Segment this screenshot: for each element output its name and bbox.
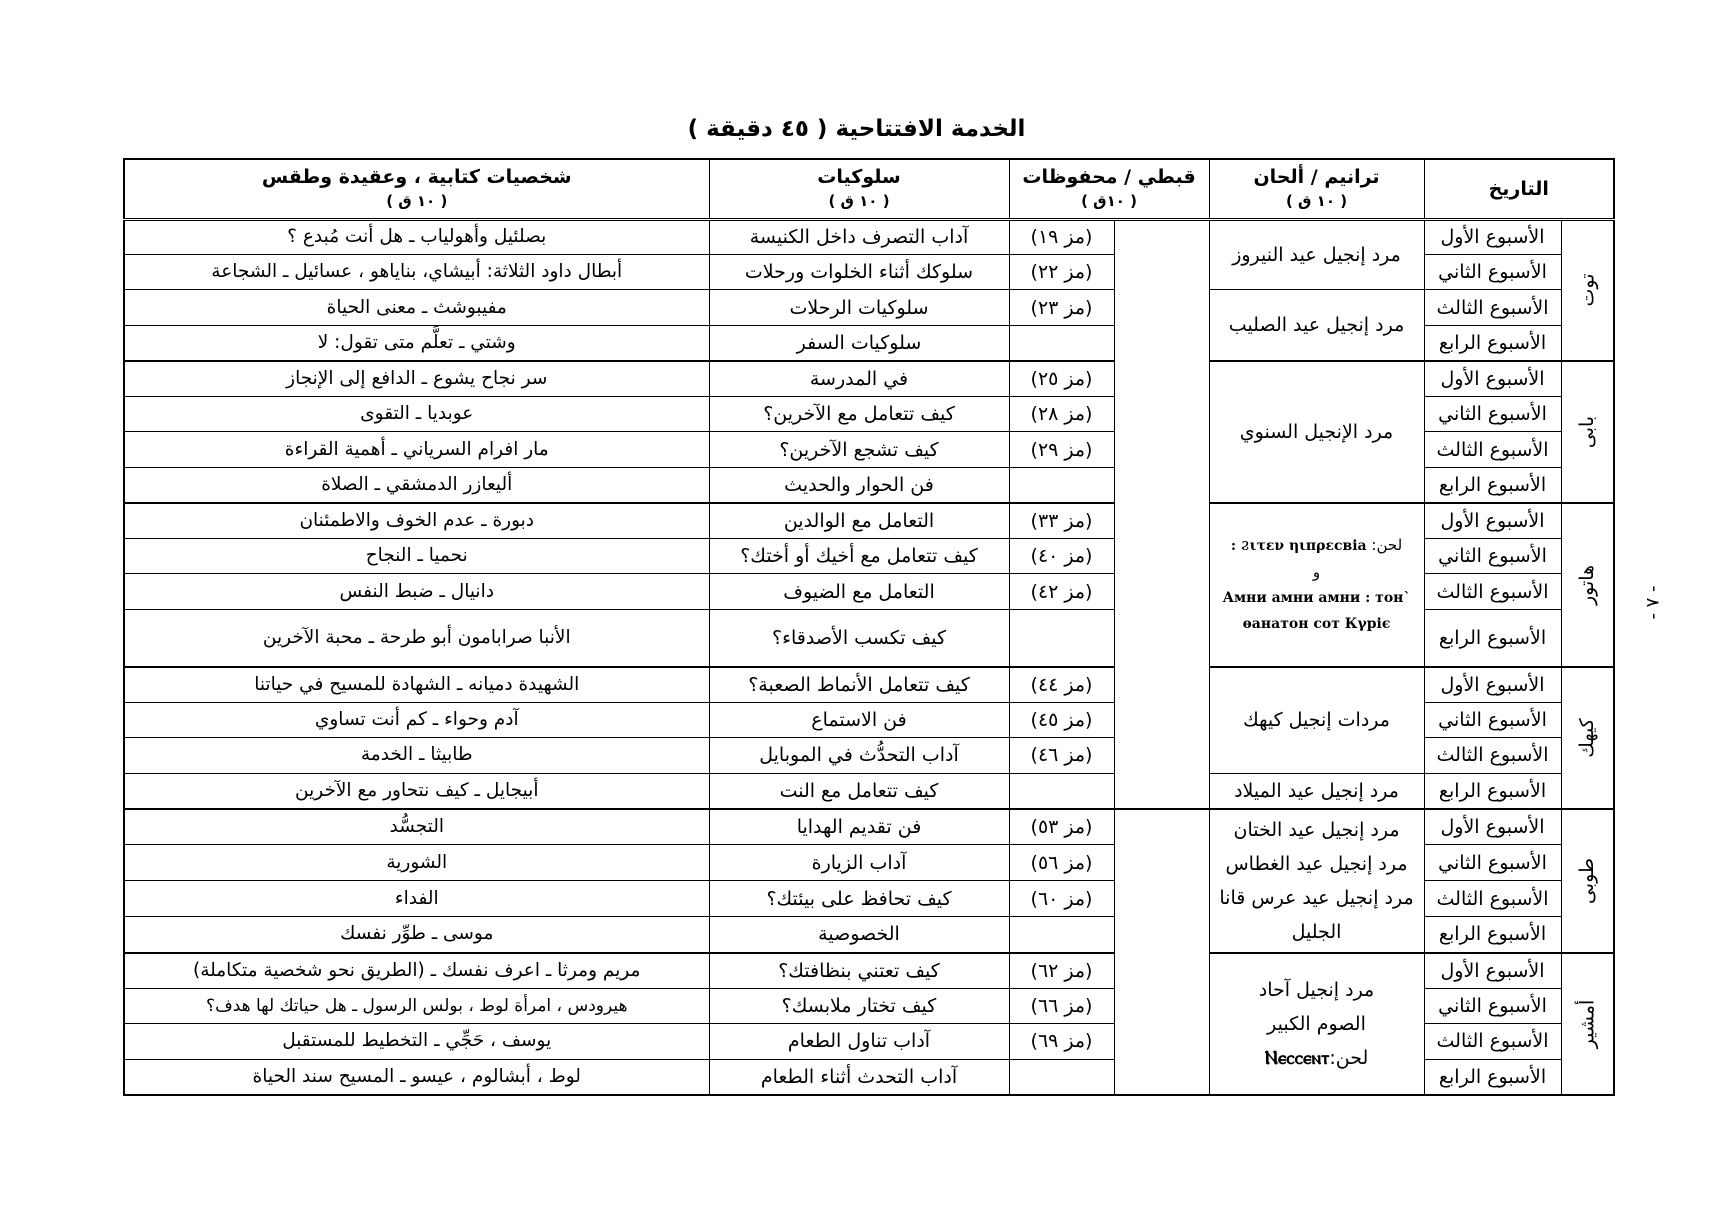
table-row [124,290,1614,325]
hymn-cell-coptic: لحن: Ϩιτεν ηιπρεсвіа : و `Амни амни амни : тон ѳанатон сот Кγріє [1209,503,1424,667]
character-cell: أبيجايل ـ كيف نتحاور مع الآخرين [124,773,709,808]
week-cell: الأسبوع الأول [1424,809,1561,845]
psalm-cell: (مز ٢٨) [1009,396,1114,431]
character-cell: الأنبا صرابامون أبو طرحة ـ محبة الآخرين [124,609,709,666]
week-cell: الأسبوع الأول [1424,953,1561,988]
header-date: التاريخ [1424,159,1614,219]
behavior-cell: آداب التحدُّث في الموبايل [709,738,1009,773]
week-cell: الأسبوع الأول [1424,361,1561,396]
page-title: الخدمة الافتتاحية ( ٤٥ دقيقة ) [687,116,1026,142]
character-cell: دبورة ـ عدم الخوف والاطمئنان [124,503,709,538]
behavior-cell: كيف تتعامل مع النت [709,773,1009,808]
psalm-block-third-hour [1114,219,1209,809]
hymn-cell: مرد إنجيل عيد الختان مرد إنجيل عيد الغطاس مرد إنجيل عيد عرس قانا الجليل [1209,809,1424,953]
month-hatour: هاتور [1561,503,1614,667]
behavior-cell: فن الاستماع [709,702,1009,737]
hymn-cell: مرد إنجيل عيد النيروز [1209,219,1424,290]
character-cell: لوط ، أبشالوم ، عيسو ـ المسيح سند الحياة [124,1059,709,1095]
character-cell: هيرودس ، امرأة لوط ، بولس الرسول ـ هل حياتك لها هدف؟ [124,988,709,1023]
week-cell: الأسبوع الثالث [1424,738,1561,773]
psalm-cell [1009,1059,1114,1095]
character-cell: مار افرام السرياني ـ أهمية القراءة [124,432,709,467]
behavior-cell: في المدرسة [709,361,1009,396]
psalm-cell: (مز ٦٠) [1009,881,1114,917]
behavior-cell: كيف تعتني بنظافتك؟ [709,953,1009,988]
character-cell: أبطال داود الثلاثة: أبيشاي، بناياهو ، عسائيل ـ الشجاعة [124,254,709,289]
character-cell: يوسف ، حَجِّي ـ التخطيط للمستقبل [124,1024,709,1059]
table-row [124,219,1614,254]
week-cell: الأسبوع الأول [1424,503,1561,538]
character-cell: مريم ومرثا ـ اعرف نفسك ـ (الطريق نحو شخصية متكاملة) [124,953,709,988]
psalm-cell: (مز ٤٥) [1009,702,1114,737]
behavior-cell: آداب تناول الطعام [709,1024,1009,1059]
month-touba: طوبى [1561,809,1614,953]
hymn-cell: مردات إنجيل كيهك [1209,667,1424,773]
character-cell: آدم وحواء ـ كم أنت تساوي [124,702,709,737]
behavior-cell: كيف تشجع الآخرين؟ [709,432,1009,467]
behavior-cell: كيف تتعامل مع الآخرين؟ [709,396,1009,431]
week-cell: الأسبوع الرابع [1424,917,1561,953]
week-cell: الأسبوع الثالث [1424,574,1561,609]
psalm-cell [1009,773,1114,808]
behavior-cell: كيف تختار ملابسك؟ [709,988,1009,1023]
psalm-cell: (مز ٤٦) [1009,738,1114,773]
header-memorize: قبطي / محفوظات ( ١٠ق ) [1009,159,1209,219]
psalm-cell: (مز ٤٤) [1009,667,1114,702]
week-cell: الأسبوع الثالث [1424,1024,1561,1059]
week-cell: الأسبوع الثاني [1424,702,1561,737]
table-row [124,503,1614,538]
header-behaviors: سلوكيات ( ١٠ ق ) [709,159,1009,219]
week-cell: الأسبوع الرابع [1424,325,1561,360]
character-cell: وشتي ـ تعلَّم متى تقول: لا [124,325,709,360]
psalm-cell [1009,467,1114,502]
character-cell: الشهيدة دميانه ـ الشهادة للمسيح في حياتنا [124,667,709,702]
table-row [124,773,1614,808]
behavior-cell: سلوكك أثناء الخلوات ورحلات [709,254,1009,289]
week-cell: الأسبوع الثاني [1424,988,1561,1023]
hymn-cell: مرد إنجيل عيد الميلاد [1209,773,1424,808]
week-cell: الأسبوع الثالث [1424,290,1561,325]
hymn-cell: مرد الإنجيل السنوي [1209,361,1424,503]
week-cell: الأسبوع الثالث [1424,432,1561,467]
behavior-cell: كيف تتعامل الأنماط الصعبة؟ [709,667,1009,702]
psalm-cell: (مز ٦٢) [1009,953,1114,988]
week-cell: الأسبوع الثاني [1424,845,1561,881]
psalm-cell: (مز ٦٦) [1009,988,1114,1023]
psalm-cell: (مز ٢٢) [1009,254,1114,289]
psalm-cell [1009,609,1114,666]
character-cell: مفيبوشث ـ معنى الحياة [124,290,709,325]
behavior-cell: التعامل مع الضيوف [709,574,1009,609]
hymn-cell: مرد إنجيل عيد الصليب [1209,290,1424,361]
week-cell: الأسبوع الرابع [1424,773,1561,808]
table-row [124,953,1614,988]
character-cell: الشورية [124,845,709,881]
psalm-cell: (مز ٤٠) [1009,538,1114,573]
psalm-cell: (مز ٢٩) [1009,432,1114,467]
month-amshir: أمشير [1561,953,1614,1095]
character-cell: موسى ـ طوِّر نفسك [124,917,709,953]
behavior-cell: الخصوصية [709,917,1009,953]
header-row [124,159,1614,219]
behavior-cell: كيف تحافظ على بيئتك؟ [709,881,1009,917]
psalm-cell: (مز ٤٢) [1009,574,1114,609]
week-cell: الأسبوع الرابع [1424,1059,1561,1095]
psalm-cell: (مز ٢٣) [1009,290,1114,325]
psalm-cell: (مز ٥٣) [1009,809,1114,845]
behavior-cell: فن الحوار والحديث [709,467,1009,502]
behavior-cell: آداب التحدث أثناء الطعام [709,1059,1009,1095]
behavior-cell: سلوكيات الرحلات [709,290,1009,325]
table-row [124,809,1614,845]
character-cell: سر نجاح يشوع ـ الدافع إلى الإنجاز [124,361,709,396]
psalm-block-sixth-hour [1114,809,1209,1095]
behavior-cell: سلوكيات السفر [709,325,1009,360]
hymn-cell: مرد إنجيل آحاد الصوم الكبير لحن:Ⲛⲉⲥⲥⲉⲛⲧ [1209,953,1424,1095]
table-row [124,667,1614,702]
character-cell: بصلئيل وأهولياب ـ هل أنت مُبدع ؟ [124,219,709,254]
behavior-cell: كيف تكسب الأصدقاء؟ [709,609,1009,666]
behavior-cell: التعامل مع الوالدين [709,503,1009,538]
month-baba: بابى [1561,361,1614,503]
month-kiahk: كيهك [1561,667,1614,809]
week-cell: الأسبوع الرابع [1424,609,1561,666]
character-cell: التجسُّد [124,809,709,845]
psalm-cell: (مز ٥٦) [1009,845,1114,881]
psalm-cell: (مز ٢٥) [1009,361,1114,396]
character-cell: أليعازر الدمشقي ـ الصلاة [124,467,709,502]
table-row [124,361,1614,396]
week-cell: الأسبوع الأول [1424,219,1561,254]
psalm-cell: (مز ١٩) [1009,219,1114,254]
character-cell: نحميا ـ النجاح [124,538,709,573]
page-number: - ٧ - [1642,585,1664,620]
psalm-cell: (مز ٣٣) [1009,503,1114,538]
behavior-cell: آداب الزيارة [709,845,1009,881]
psalm-cell [1009,325,1114,360]
character-cell: دانيال ـ ضبط النفس [124,574,709,609]
header-characters: شخصيات كتابية ، وعقيدة وطقس ( ١٠ ق ) [124,159,709,219]
week-cell: الأسبوع الرابع [1424,467,1561,502]
character-cell: عوبديا ـ التقوى [124,396,709,431]
header-hymns: ترانيم / ألحان ( ١٠ ق ) [1209,159,1424,219]
psalm-cell: (مز ٦٩) [1009,1024,1114,1059]
week-cell: الأسبوع الأول [1424,667,1561,702]
week-cell: الأسبوع الثاني [1424,254,1561,289]
week-cell: الأسبوع الثاني [1424,396,1561,431]
month-tout: توت [1561,219,1614,361]
character-cell: طابيثا ـ الخدمة [124,738,709,773]
behavior-cell: آداب التصرف داخل الكنيسة [709,219,1009,254]
week-cell: الأسبوع الثاني [1424,538,1561,573]
behavior-cell: فن تقديم الهدايا [709,809,1009,845]
character-cell: الفداء [124,881,709,917]
psalm-cell [1009,917,1114,953]
behavior-cell: كيف تتعامل مع أخيك أو أختك؟ [709,538,1009,573]
week-cell: الأسبوع الثالث [1424,881,1561,917]
schedule-table [123,158,1615,1096]
